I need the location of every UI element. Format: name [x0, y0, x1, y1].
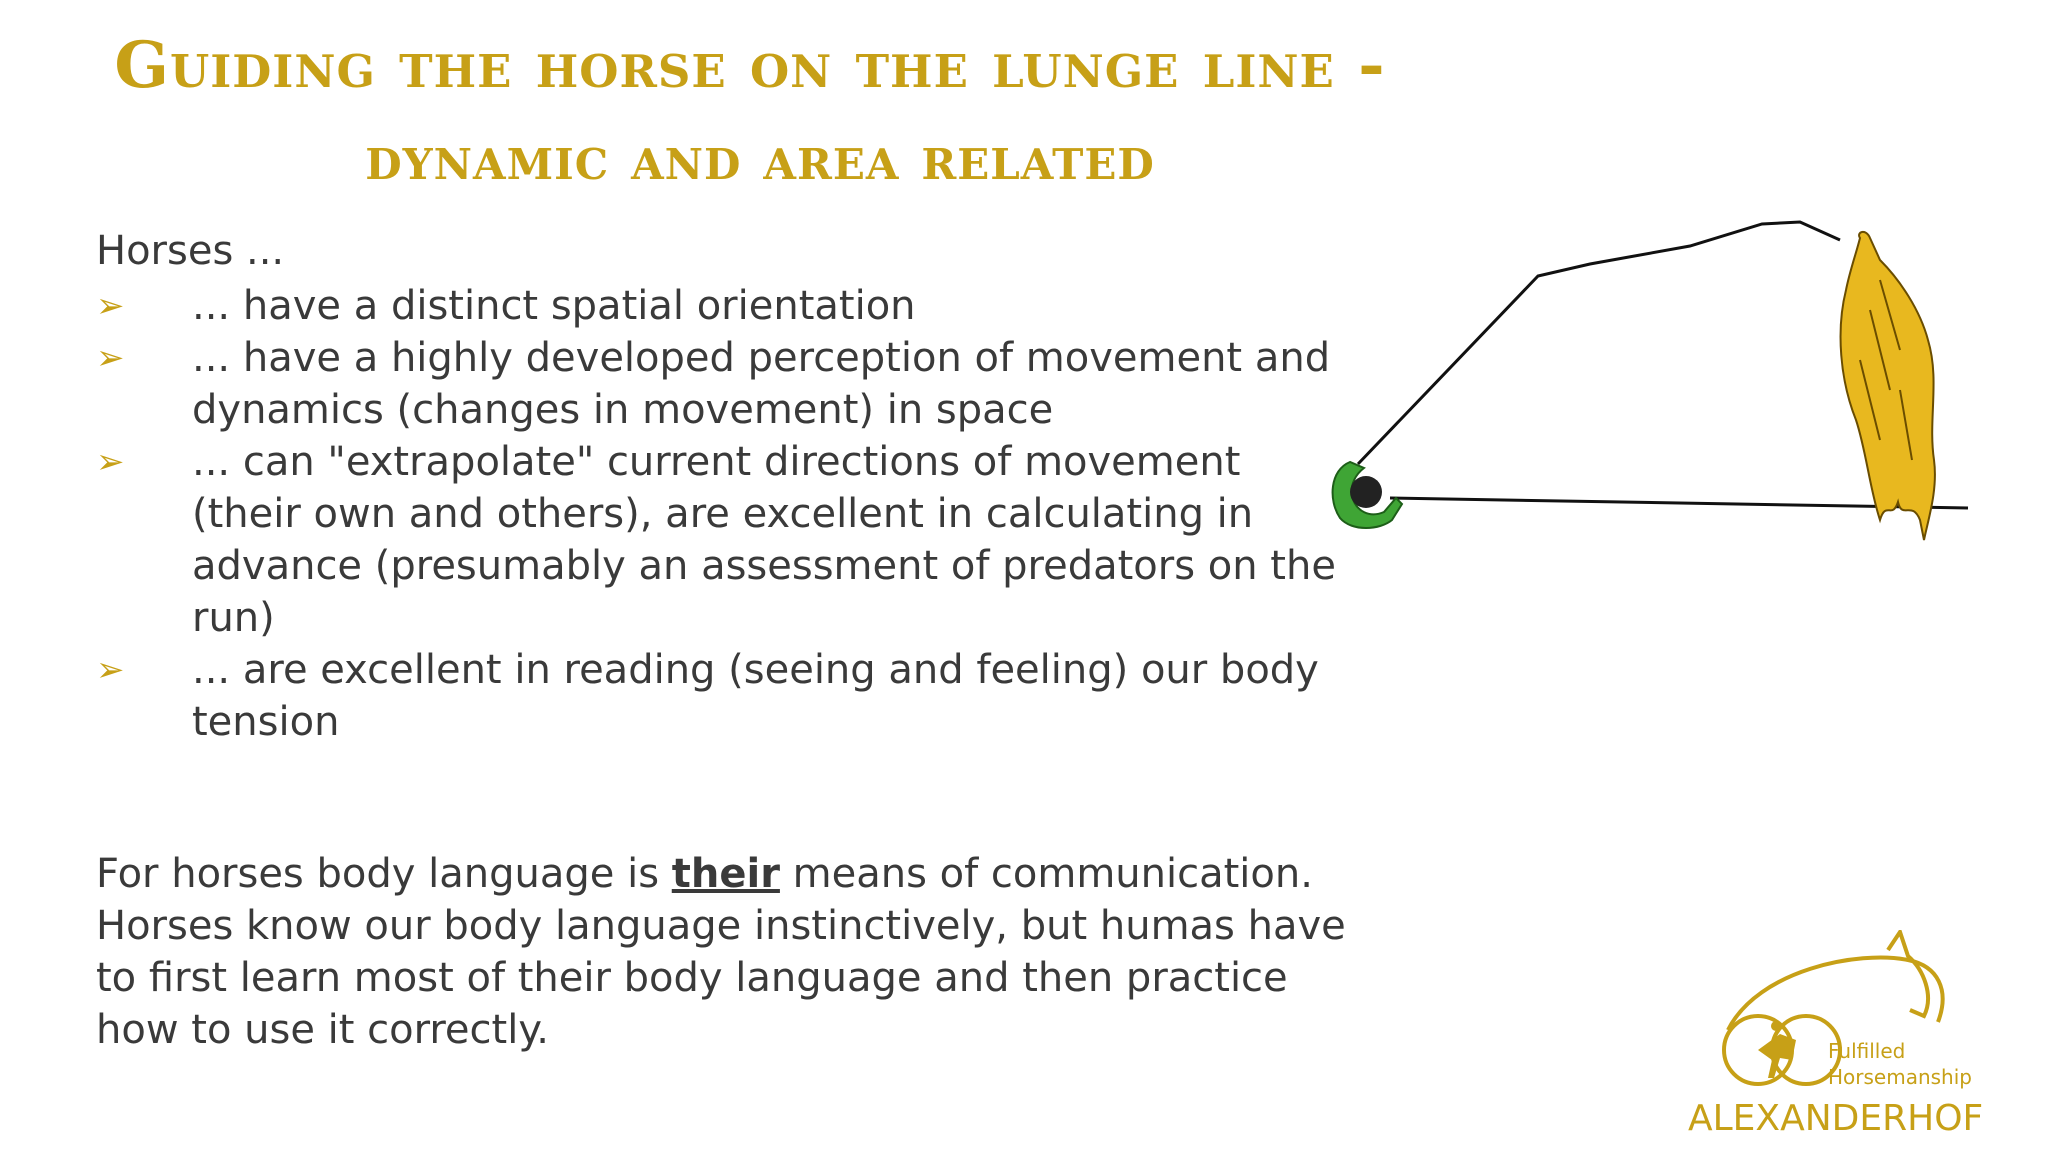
- title-line-1: Guiding the horse on the lunge line -: [114, 28, 1386, 103]
- bullet-list: [96, 280, 1336, 748]
- lunge-illustration: [1300, 220, 2020, 740]
- bullet-item: [96, 436, 1336, 644]
- person-icon: [1333, 462, 1402, 528]
- horse-icon: [1841, 232, 1935, 540]
- closing-paragraph: [96, 848, 1376, 1056]
- paragraph-text-before: For horses body language is: [96, 851, 672, 897]
- bullet-text: ... have a distinct spatial orientation: [192, 283, 916, 329]
- logo-text-fulfilled: Fulfilled: [1828, 1039, 1906, 1063]
- bullet-item: [96, 644, 1336, 748]
- arrow-bullet-icon: ➢: [96, 442, 125, 482]
- logo-text-brand: ALEXANDERHOF: [1688, 1098, 1984, 1139]
- bullet-text: ... are excellent in reading (seeing and feeling) our body tension: [192, 647, 1319, 745]
- paragraph-text-after: means of communication. Horses know our body language instinctively, but humas have to first learn most of their body language and then practice how to use it correctly.: [96, 851, 1346, 1053]
- arrow-bullet-icon: ➢: [96, 286, 125, 326]
- title-line-2: dynamic and area related: [365, 124, 1155, 194]
- logo-text-horsemanship: Horsemanship: [1828, 1065, 1972, 1089]
- intro-text: Horses ...: [96, 228, 285, 274]
- arrow-bullet-icon: ➢: [96, 650, 125, 690]
- bullet-item: [96, 332, 1336, 436]
- arrow-bullet-icon: ➢: [96, 338, 125, 378]
- alexanderhof-logo: [1688, 930, 1988, 1140]
- bullet-text: ... can "extrapolate" current directions of movement (their own and others), are excellent in calculating in advance (presumably an assessment of predators on the run): [192, 439, 1336, 641]
- bullet-text: ... have a highly developed perception of movement and dynamics (changes in movement) in space: [192, 335, 1331, 433]
- bullet-item: [96, 280, 1336, 332]
- paragraph-emphasis: their: [671, 851, 780, 897]
